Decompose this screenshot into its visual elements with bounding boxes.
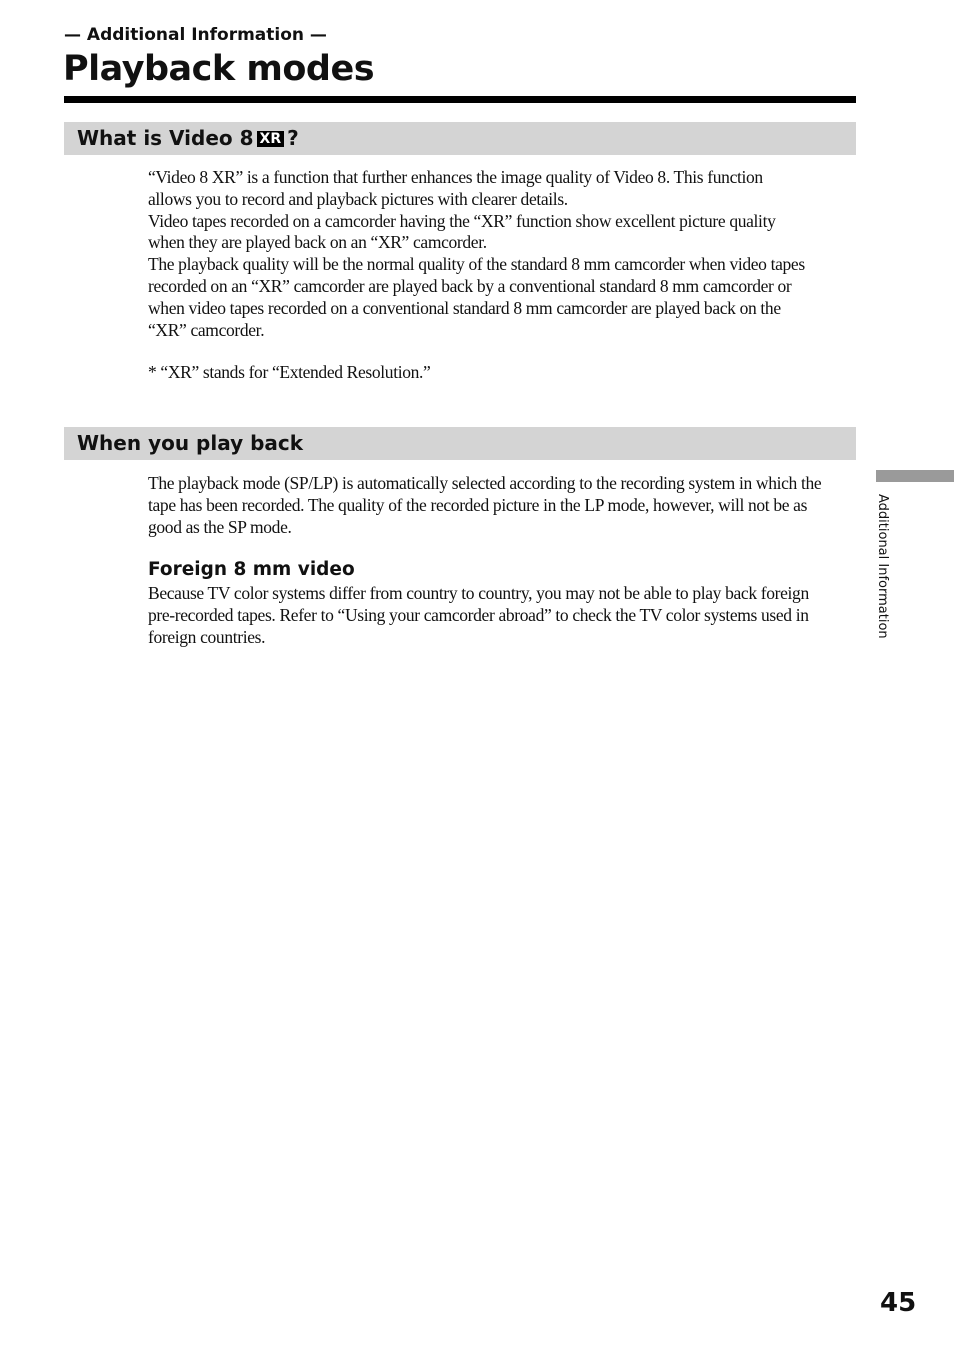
section-kicker: — Additional Information — <box>64 25 327 45</box>
page-number: 45 <box>880 1288 917 1318</box>
foreign-video-subheading: Foreign 8 mm video <box>148 559 355 580</box>
side-tab-marker <box>876 470 954 482</box>
section-bar-video8 <box>64 122 856 155</box>
section-heading-video8 <box>77 126 299 150</box>
section-bar-playback <box>64 427 856 460</box>
heading-prefix: What is Video 8 <box>77 126 254 150</box>
video8-paragraph-2: Video tapes recorded on a camcorder having the “XR” function show excellent picture quality when they are played back on an “XR” camcorder. <box>148 210 776 253</box>
side-tab-label: Additional Information <box>875 494 890 639</box>
heading-suffix: ? <box>287 126 299 150</box>
xr-footnote: * “XR” stands for “Extended Resolution.” <box>148 362 431 382</box>
foreign-video-paragraph: Because TV color systems differ from country to country, you may not be able to play back foreign pre-recorded tapes. Refer to “Using your camcorder abroad” to check the TV color systems used in foreign countries. <box>148 583 809 647</box>
page-title: Playback modes <box>63 49 375 89</box>
video8-paragraph-1: “Video 8 XR” is a function that further enhances the image quality of Video 8. This function allows you to record and playback pictures with clearer details. <box>148 167 763 209</box>
playback-paragraph: The playback mode (SP/LP) is automatically selected according to the recording system in which the tape has been recorded. The quality of the recorded picture in the LP mode, however, will not be as good as the SP mode. <box>148 473 822 537</box>
video8-paragraph-3: The playback quality will be the normal quality of the standard 8 mm camcorder when video tapes recorded on an “XR” camcorder are played back by a conventional standard 8 mm camcorder or when video tapes recorded on a conventional standard 8 mm camcorder are played back on the “XR” camcorder. <box>148 254 805 340</box>
section-heading-playback: When you play back <box>77 431 304 455</box>
title-rule <box>64 96 856 103</box>
video8-description <box>148 167 808 341</box>
xr-badge: XR <box>257 131 285 147</box>
